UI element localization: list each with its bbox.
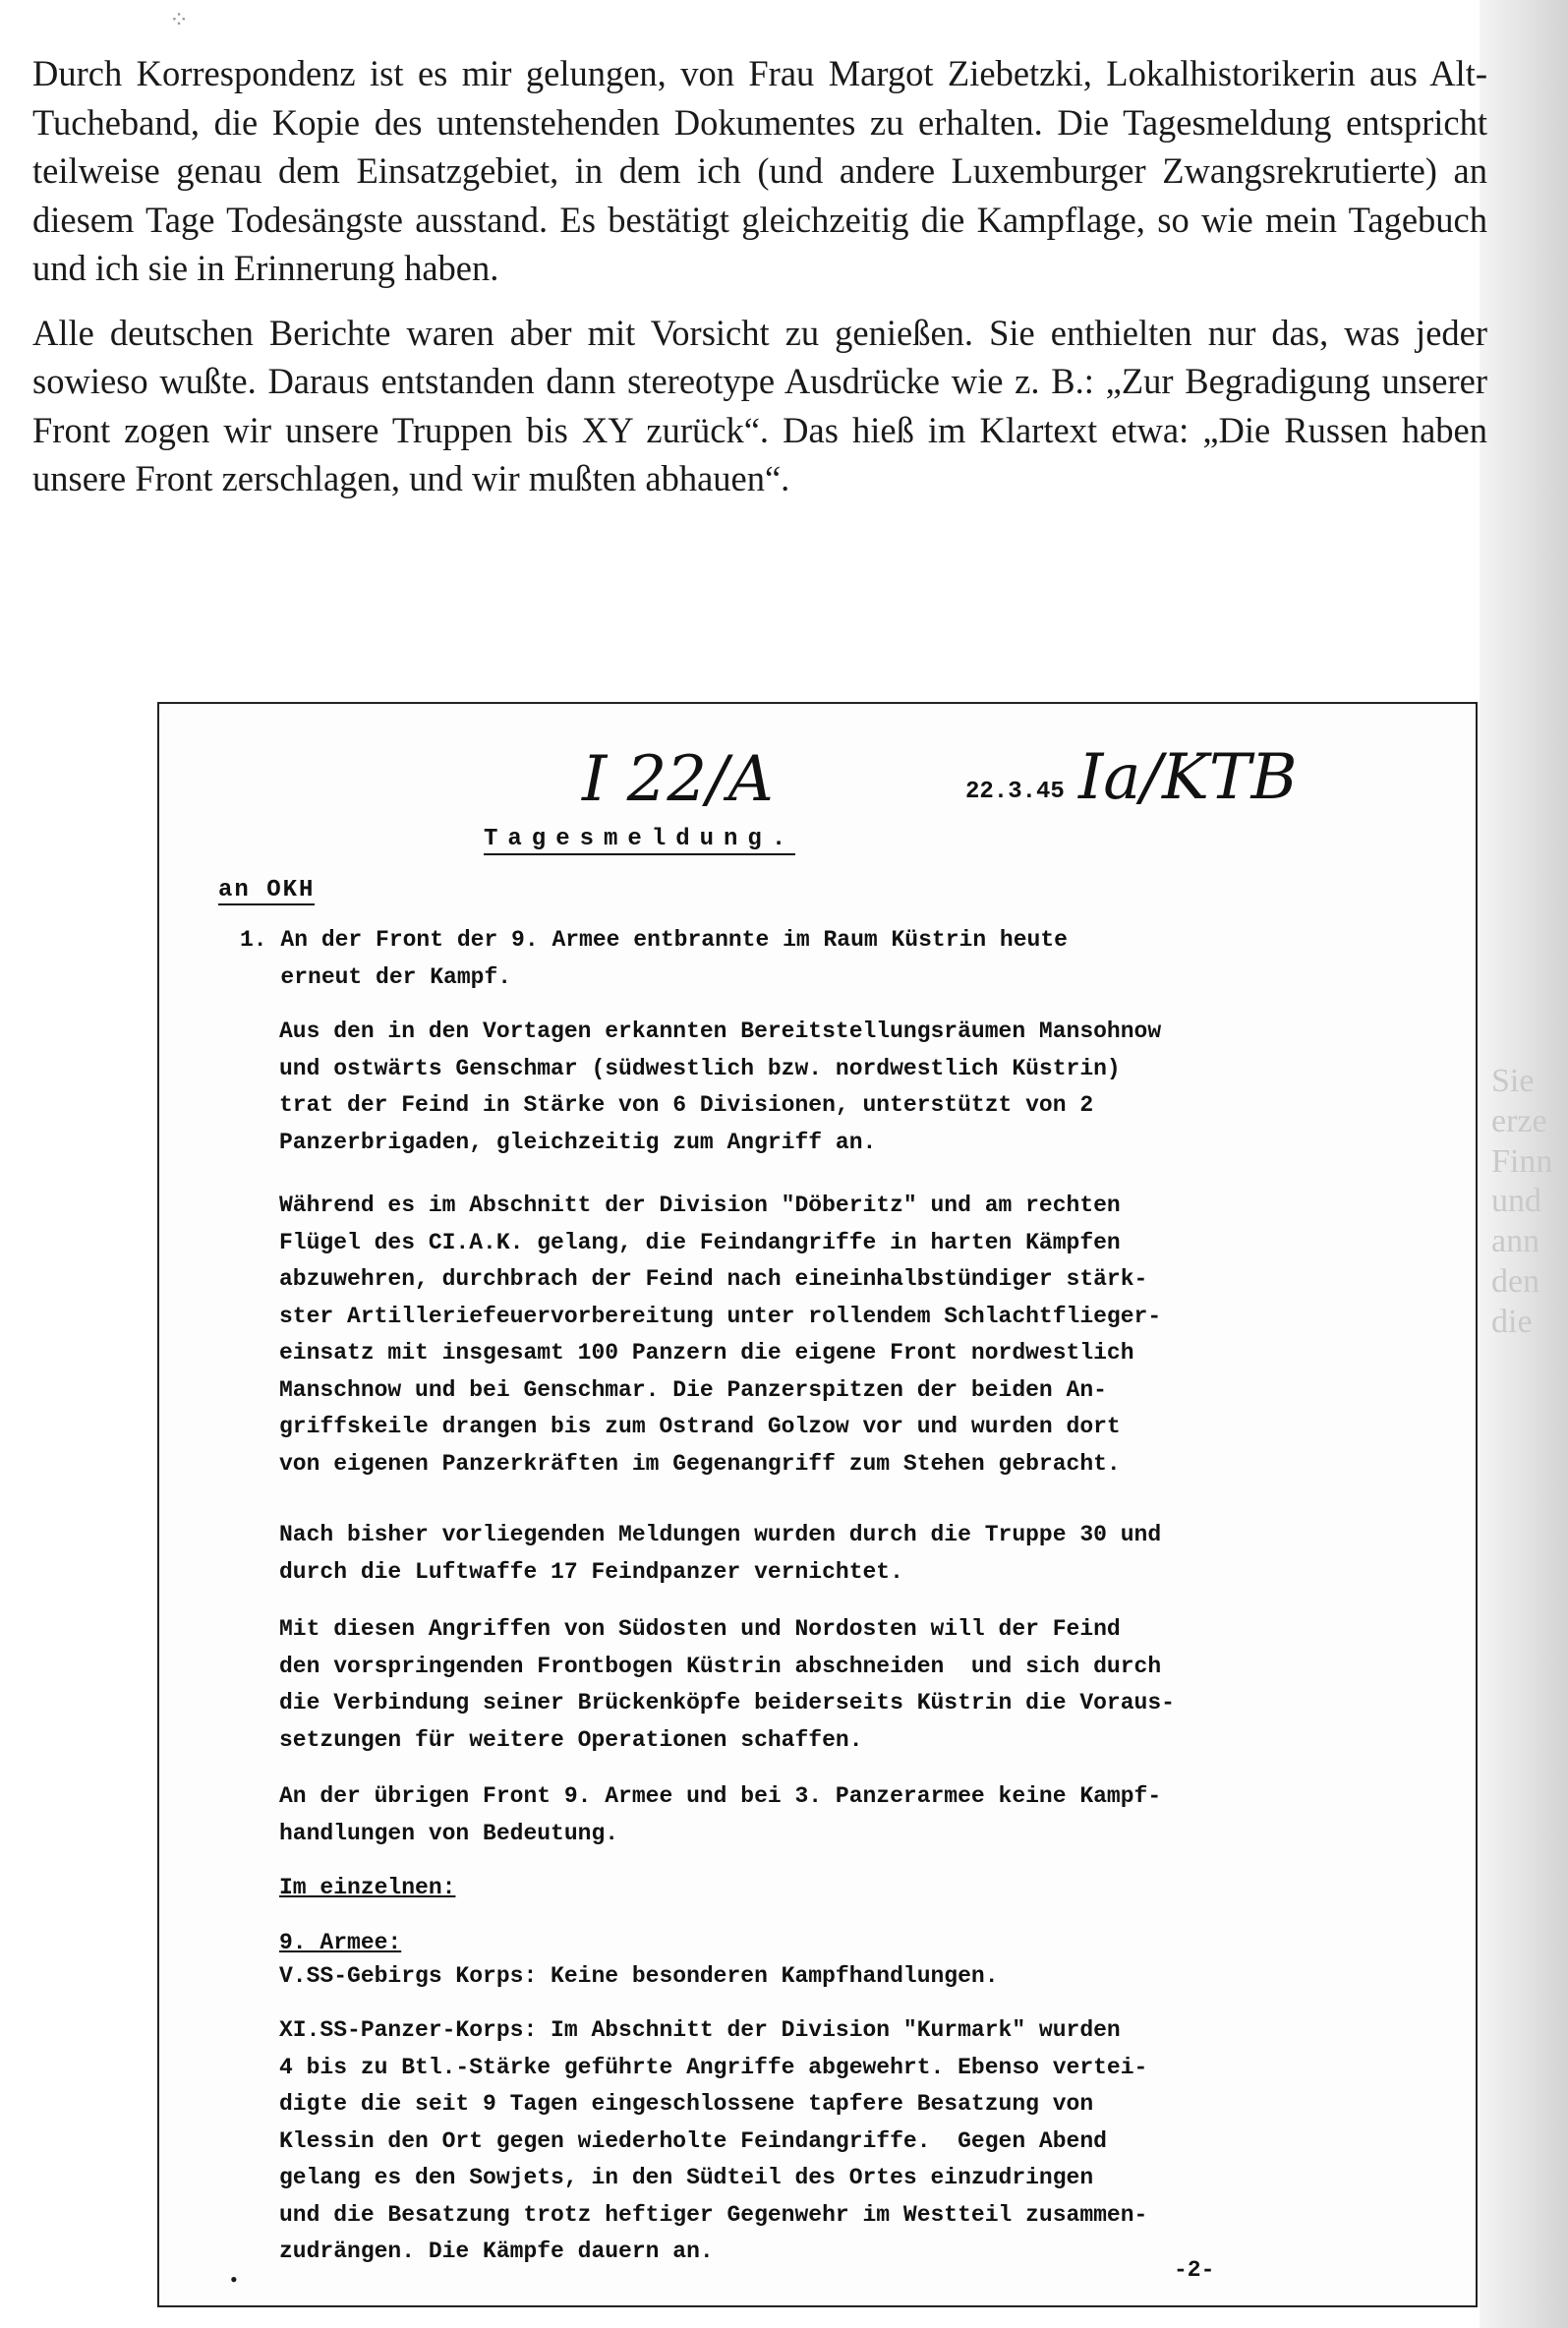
paragraph-3: Während es im Abschnitt der Division "Döberitz" und am rechten Flügel des CI.A.K. gelang, die Feindangriffe in harten Kämpfen abzuwehren, durchbrach der Feind nach eineinhalbstündiger stärk- ster Artilleriefeuervorbereitung unter rollendem Schlachtflieger- einsatz mit insgesamt 100 Panzern die eigene Front nordwestlich Manschnow und bei Genschmar. Die Panzerspitzen der beiden An- griffskeile drangen bis zum Ostrand Golzow vor und wurden dort von eigenen Panzerkräften im Gegenangriff zum Stehen gebracht.	[279, 1193, 1162, 1477]
document-date: 22.3.45	[965, 779, 1065, 805]
page-number: -2-	[1174, 2257, 1215, 2283]
scan-speck: ⁘	[169, 8, 190, 33]
intro-paragraph-1: Durch Korrespondenz ist es mir gelungen, von Frau Margot Ziebetzki, Lokalhistorikerin aus Alt-Tucheband, die Kopie des untenstehenden Dokumentes zu erhalten. Die Tagesmeldung entspricht teilweise genau dem Einsatzgebiet, in dem ich (und andere Luxemburger Zwangsrekrutierte) an diesem Tage Todesängste ausstand. Es bestätigt gleichzeitig die Kampflage, so wie mein Tagebuch und ich sie in Erinnerung haben.	[32, 53, 1487, 288]
paragraph-2: Aus den in den Vortagen erkannten Bereitstellungsräumen Mansohnow und ostwärts Genschmar (südwestlich bzw. nordwestlich Küstrin) trat der Feind in Stärke von 6 Divisionen, unterstützt von 2 Panzerbrigaden, gleichzeitig zum Angriff an.	[279, 1018, 1162, 1155]
bleed-through-text: Sie erze Finn und ann den die	[1491, 1063, 1553, 1340]
section-heading: Im einzelnen:	[279, 1875, 456, 1900]
paragraph-8: XI.SS-Panzer-Korps: Im Abschnitt der Division "Kurmark" wurden 4 bis zu Btl.-Stärke geführte Angriffe abgewehrt. Ebenso vertei- digte die seit 9 Tagen eingeschlossene tapfere Besatzung von Klessin den Ort gegen wiederholte Feindangriffe. Gegen Abend gelang es den Sowjets, in den Südteil des Ortes einzudringen und die Besatzung trotz heftiger Gegenwehr im Westteil zusammen- zudrängen. Die Kämpfe dauern an.	[279, 2017, 1148, 2264]
paragraph-7: V.SS-Gebirgs Korps: Keine besonderen Kampfhandlungen.	[279, 1963, 999, 1989]
handwritten-filing-mark: Ia/KTB	[1078, 741, 1298, 814]
paragraph-1: 1. An der Front der 9. Armee entbrannte im Raum Küstrin heute erneut der Kampf.	[240, 927, 1068, 990]
document-title: Tagesmeldung.	[484, 826, 795, 855]
scanned-document	[157, 702, 1478, 2307]
handwritten-reference: I 22/A	[582, 743, 774, 816]
paragraph-4: Nach bisher vorliegenden Meldungen wurden durch die Truppe 30 und durch die Luftwaffe 17 Feindpanzer vernichtet.	[279, 1522, 1162, 1585]
margin-dot: •	[230, 2267, 238, 2292]
army-heading: 9. Armee:	[279, 1930, 402, 1955]
paragraph-6: An der übrigen Front 9. Armee und bei 3. Panzerarmee keine Kampf- handlungen von Bedeutung.	[279, 1783, 1162, 1846]
document-addressee: an OKH	[218, 877, 316, 903]
intro-text	[32, 49, 1487, 519]
paragraph-5: Mit diesen Angriffen von Südosten und Nordosten will der Feind den vorspringenden Frontbogen Küstrin abschneiden und sich durch die Verbindung seiner Brückenköpfe beiderseits Küstrin die Voraus- setzungen für weitere Operationen schaffen.	[279, 1616, 1175, 1753]
intro-paragraph-2: Alle deutschen Berichte waren aber mit Vorsicht zu genießen. Sie enthielten nur das, was jeder sowieso wußte. Daraus entstanden dann stereotype Ausdrücke wie z. B.: „Zur Begradigung unserer Front zogen wir unsere Truppen bis XY zurück“. Das hieß im Klartext etwa: „Die Russen haben unsere Front zerschlagen, und wir mußten abhauen“.	[32, 312, 1487, 498]
